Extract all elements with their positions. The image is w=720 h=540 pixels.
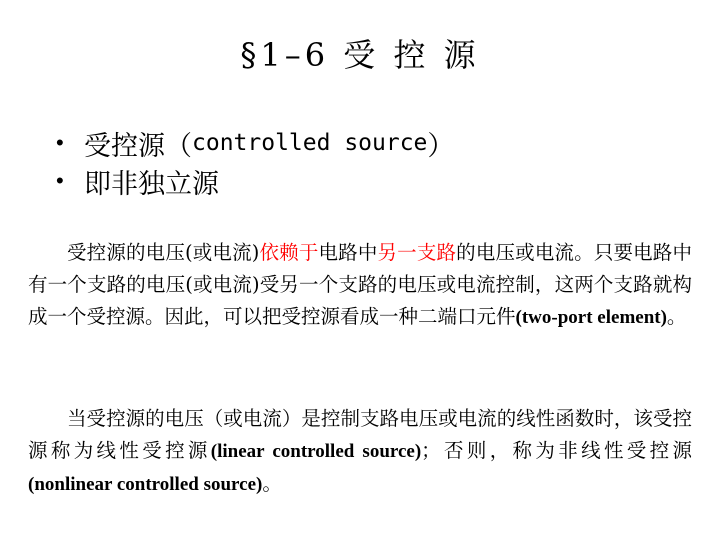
para2-text-3: 。 — [262, 472, 282, 495]
para1-text-3: 的电压或电流。只要电路中有一个支路的电压(或电流)受另一个支路的电压或电流控制，这两个支路就构成一个受控源。因此，可以把受控源看成一种二端口元件 — [28, 241, 692, 328]
para2-english-term-nonlinear: (nonlinear controlled source) — [28, 474, 263, 495]
bullet-item-dependent-source — [56, 162, 454, 200]
bullet-text: 即非独立源 — [84, 168, 219, 200]
para1-text-4: 。 — [666, 305, 687, 328]
bullet-list — [56, 124, 454, 200]
para2-english-term-linear: (linear controlled source) — [210, 441, 422, 462]
bullet-dot-icon: • — [56, 130, 64, 155]
paragraph-definition — [28, 237, 692, 334]
para2-text-1: 当受控源的电压（或电流）是控制支路电压或电流的线性函数时，该受控源称为线性受控源 — [28, 407, 692, 462]
bullet-prefix: 受控源（ — [84, 130, 192, 162]
bullet-item-controlled-source — [56, 124, 454, 162]
para1-highlight-another-branch: 另一支路 — [377, 241, 457, 264]
para2-text-2: ；否则，称为非线性受控源 — [421, 439, 692, 462]
para1-highlight-depends-on: 依赖于 — [259, 241, 319, 264]
slide-title: §1–6 受 控 源 — [240, 36, 480, 74]
para1-text-1: 受控源的电压(或电流) — [67, 241, 260, 264]
paragraph-linear — [28, 403, 692, 501]
para1-text-2: 电路中 — [318, 241, 378, 264]
bullet-english-term: controlled source — [192, 130, 428, 156]
para1-english-term: (two-port element) — [515, 307, 667, 328]
bullet-dot-icon: • — [56, 168, 64, 193]
bullet-suffix: ） — [427, 130, 455, 162]
